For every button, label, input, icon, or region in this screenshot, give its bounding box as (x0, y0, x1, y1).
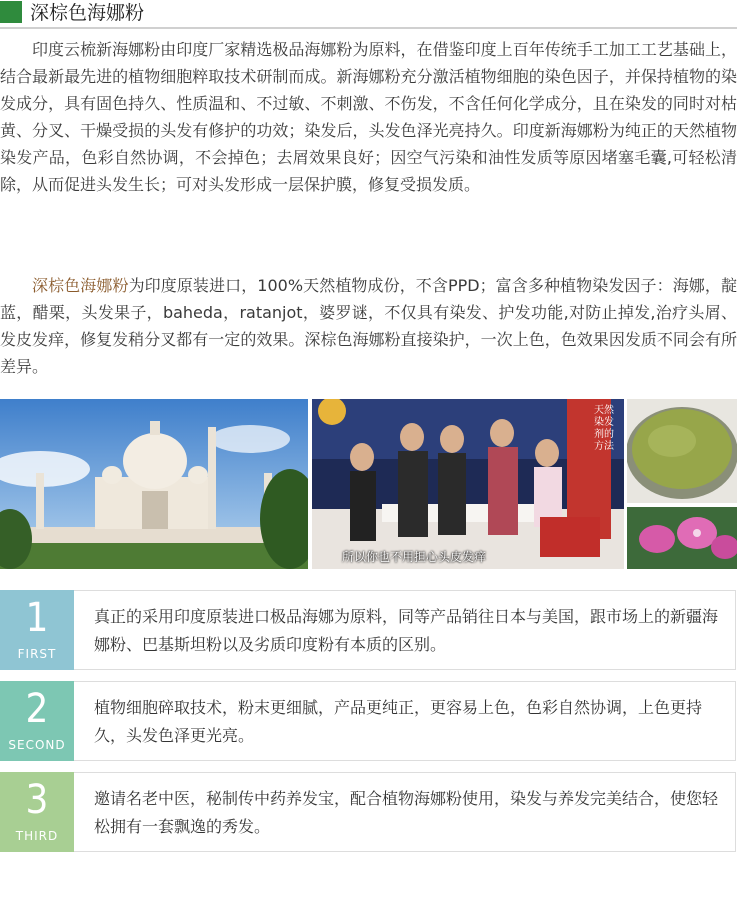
feature-text-box (74, 772, 736, 852)
feature-row (0, 772, 737, 852)
header-marker (0, 1, 22, 23)
tv-show-photo (312, 399, 624, 569)
feature-text: 邀请名老中医，秘制传中药养发宝，配合植物海娜粉使用，染发与养发完美结合，使您轻松拥有一套飘逸的秀发。 (94, 789, 719, 836)
feature-badge (0, 590, 74, 670)
product-name-highlight: 深棕色海娜粉 (32, 276, 129, 295)
feature-badge (0, 681, 74, 761)
taj-mahal-photo (0, 399, 308, 569)
feature-text-box (74, 590, 736, 670)
photo-strip (0, 399, 737, 569)
feature-row (0, 590, 737, 670)
feature-text-box (74, 681, 736, 761)
feature-number: 1 (25, 595, 49, 641)
feature-row (0, 681, 737, 761)
header-divider (0, 27, 737, 29)
tv-side-banner: 天然染发剂的方法 (594, 405, 614, 452)
feature-text: 植物细胞碎取技术，粉末更细腻，产品更纯正，更容易上色，色彩自然协调，上色更持久，头发色泽更光亮。 (94, 698, 703, 745)
feature-number: 2 (25, 686, 49, 732)
feature-ordinal: THIRD (15, 829, 59, 843)
henna-powder-photo (627, 399, 737, 503)
feature-badge (0, 772, 74, 852)
feature-ordinal: SECOND (8, 738, 66, 752)
intro-paragraph-2-text: 为印度原装进口，100%天然植物成份，不含PPD；富含多种植物染发因子：海娜，靛蓝，醋栗，头发果子，baheda，ratanjot，婆罗谜，不仅具有染发、护发功能,对防止掉发,治疗头屑、发皮发痒，修复发稍分叉都有一定的效果。深棕色海娜粉直接染护，一次上色，色效果因发质不同会有所差异。 (0, 276, 737, 376)
intro-paragraph-2 (0, 272, 737, 380)
section-header (0, 0, 737, 30)
section-title: 深棕色海娜粉 (30, 2, 145, 24)
feature-number: 3 (25, 777, 49, 823)
tv-subtitle: 所以你也不用担心头皮发痒 (342, 550, 487, 564)
intro-paragraph-1: 印度云梳新海娜粉由印度厂家精选极品海娜粉为原料，在借鉴印度上百年传统手工加工工艺基础上，结合最新最先进的植物细胞粹取技术研制而成。新海娜粉充分激活植物细胞的染色因子，并保持植物的染发成分，具有固色持久、性质温和、不过敏、不刺激、不伤发，不含任何化学成分，且在染发的同时对枯黄、分叉、干燥受损的头发有修护的功效；染发后，头发色泽光亮持久。印度新海娜粉为纯正的天然植物染发产品，色彩自然协调，不会掉色；去屑效果良好；因空气污染和油性发质等原因堵塞毛囊,可轻松清除，从而促进头发生长；可对头发形成一层保护膜，修复受损发质。 (0, 40, 737, 194)
feature-ordinal: FIRST (17, 647, 57, 661)
feature-text: 真正的采用印度原装进口极品海娜为原料，同等产品销往日本与美国，跟市场上的新疆海娜粉、巴基斯坦粉以及劣质印度粉有本质的区别。 (94, 607, 719, 654)
flower-photo (627, 507, 737, 569)
